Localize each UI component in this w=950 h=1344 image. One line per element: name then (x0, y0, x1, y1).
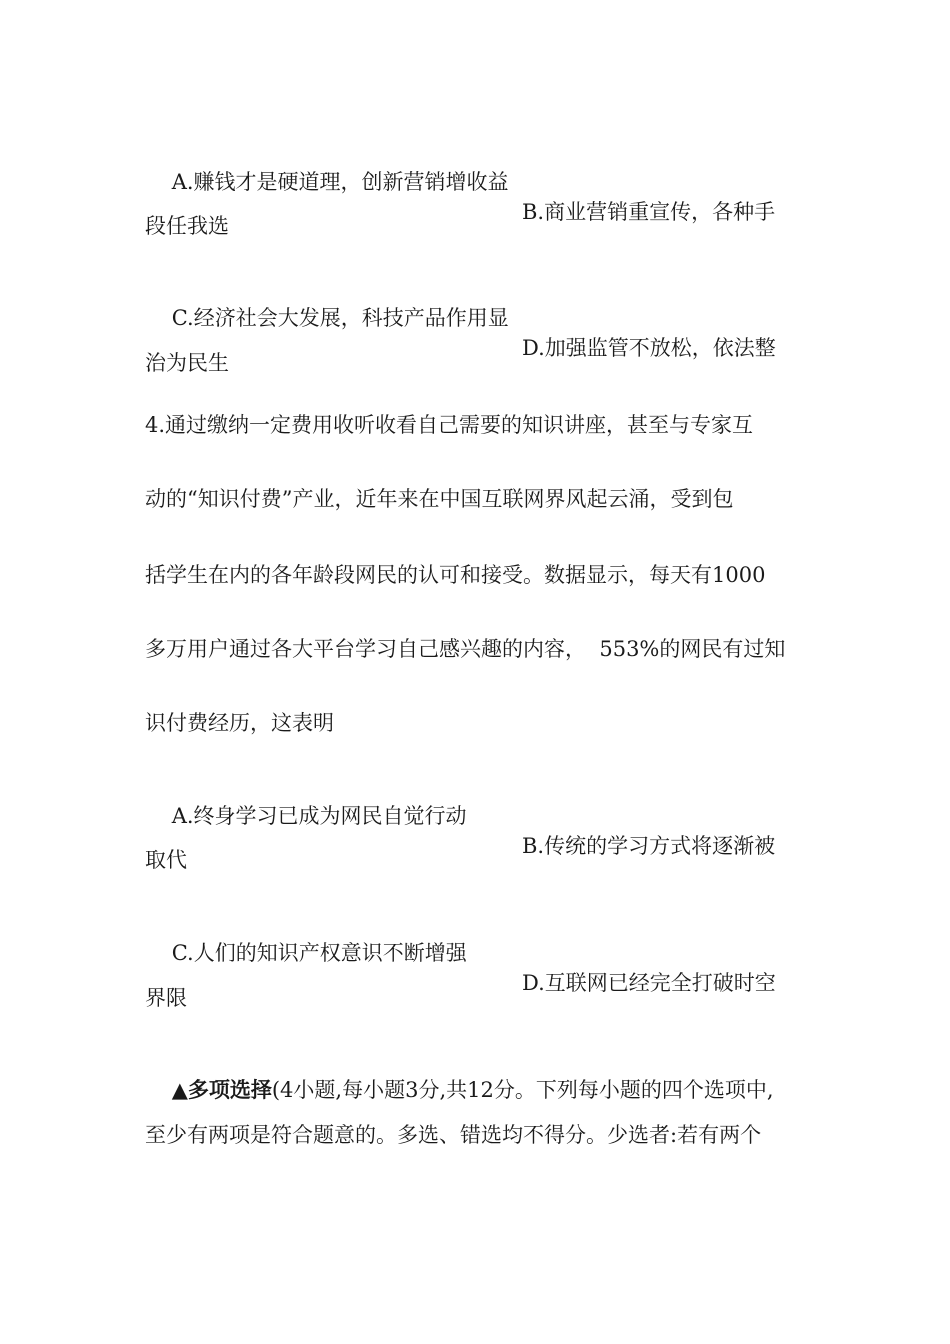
q3-option-d: D.加强监管不放松，依法整 (522, 336, 776, 360)
q3-option-d-wrap: 治为民生 (145, 351, 229, 375)
section-2-intro-line-1 (145, 1045, 774, 1102)
q4-stem-line-3: 括学生在内的各年龄段网民的认可和接受。数据显示，每天有1000 (145, 563, 766, 587)
q3-option-a: A.赚钱才是硬道理，创新营销增收益 (171, 170, 509, 194)
section-2-intro-rest: (4小题,每小题3分,共12分。下列每小题的四个选项中, (271, 1078, 774, 1102)
q3-option-row-2 (145, 273, 776, 360)
q4-option-d: D.互联网已经完全打破时空 (522, 971, 776, 995)
q4-option-row-2 (145, 908, 776, 995)
q4-stem-line-4: 多万用户通过各大平台学习自己感兴趣的内容， 553%的网民有过知 (145, 637, 786, 661)
section-2-heading: ▲多项选择 (171, 1078, 272, 1102)
q3-option-c: C.经济社会大发展，科技产品作用显 (171, 306, 509, 330)
q4-option-c: C.人们的知识产权意识不断增强 (171, 941, 467, 965)
q4-option-a: A.终身学习已成为网民自觉行动 (171, 804, 467, 828)
q4-option-b: B.传统的学习方式将逐渐被 (522, 834, 776, 858)
q4-stem-line-5: 识付费经历，这表明 (145, 711, 334, 735)
q3-option-b-wrap: 段任我选 (145, 214, 229, 238)
q3-option-b: B.商业营销重宣传，各种手 (522, 200, 776, 224)
q4-stem-line-2: 动的“知识付费”产业，近年来在中国互联网界风起云涌，受到包 (145, 487, 734, 511)
q4-option-b-wrap: 取代 (145, 848, 187, 872)
q4-option-row-1 (145, 771, 776, 858)
q3-option-row-1 (145, 137, 776, 224)
q4-option-d-wrap: 界限 (145, 986, 187, 1010)
section-2-intro-line-2: 至少有两项是符合题意的。多选、错选均不得分。少选者:若有两个 (145, 1123, 762, 1147)
q4-stem-line-1: 4.通过缴纳一定费用收听收看自己需要的知识讲座，甚至与专家互 (145, 413, 754, 437)
